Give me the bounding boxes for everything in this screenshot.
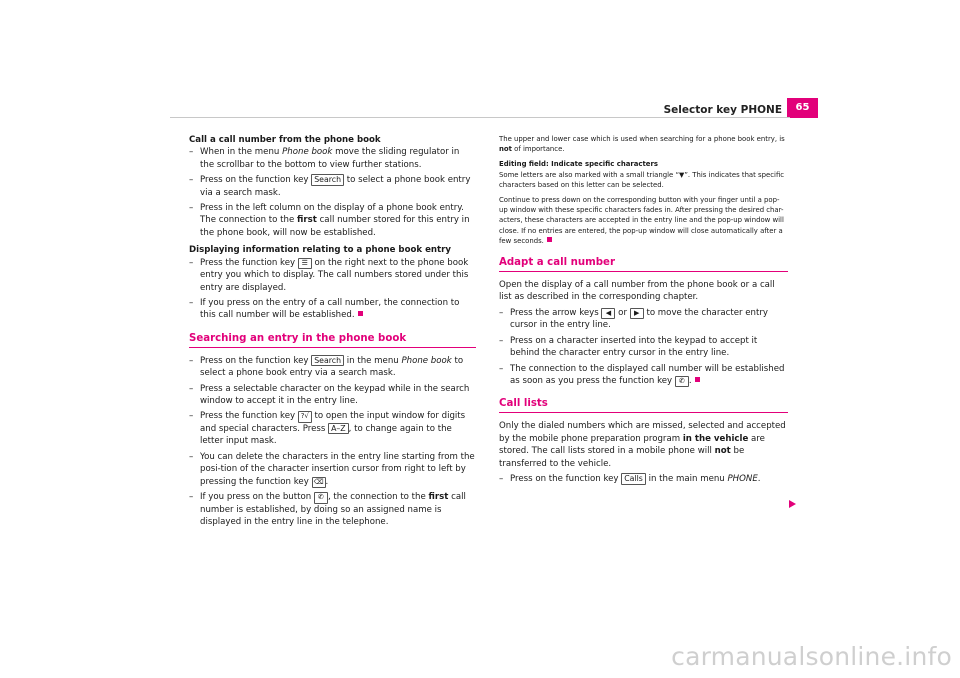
body-text: Only the dialed numbers which are missed, selected and accepted by the mobile phone preparation program	[499, 421, 786, 444]
body-text: be transferred to the vehicle.	[499, 446, 745, 469]
step-text: .	[757, 474, 761, 485]
step-adapt-3	[499, 363, 788, 388]
menu-name: Phone book	[282, 147, 333, 158]
triangle-icon: ▼	[679, 170, 685, 179]
step-text: in the main menu	[645, 474, 728, 485]
step-text: call number stored for this entry in the phone book, will now be established.	[200, 215, 470, 238]
header-title: Selector key PHONE	[663, 104, 782, 116]
end-mark-icon	[358, 311, 363, 316]
subheading-edit-field: Editing field: Indicate specific characters	[499, 160, 658, 169]
right-column	[499, 134, 788, 489]
step-text: in the menu	[344, 355, 402, 366]
section-title-searching: Searching an entry in the phone book	[189, 332, 407, 344]
a-z-key: A–Z	[328, 423, 349, 435]
emphasis: not	[499, 145, 512, 154]
handset-key-icon: ✆	[314, 492, 328, 504]
section-searching	[189, 332, 476, 348]
arrow-left-key-icon: ◀	[601, 308, 615, 320]
subheading-call-from-book: Call a call number from the phone book	[189, 135, 381, 145]
step-text: Press on a character inserted into the keypad to accept it behind the character entry cursor in the entry line.	[510, 335, 758, 359]
step-search-5	[189, 491, 476, 528]
step-search-4	[189, 451, 476, 488]
case-note	[499, 134, 788, 154]
watermark: carmanualsonline.info	[671, 642, 952, 671]
step-call-lists-1	[499, 473, 788, 485]
menu-name: Phone book	[401, 355, 452, 366]
step-text: Press on the function key	[200, 175, 312, 186]
end-mark-icon	[547, 237, 552, 242]
step-text: Press the arrow keys	[510, 307, 602, 318]
step-text: on the right next to the phone book entry you which to display. The call numbers stored under this entry are displayed.	[200, 257, 469, 293]
section-adapt	[499, 256, 788, 272]
note-text: Some letters are also marked with a small triangle “	[499, 170, 680, 179]
step-search-1	[189, 355, 476, 380]
dash: –	[189, 383, 194, 394]
dash: –	[189, 175, 194, 186]
search-key: Search	[311, 355, 344, 367]
step-text: Press the function key	[200, 257, 298, 268]
emphasis: first	[297, 215, 317, 226]
step-text: You can delete the characters in the entry line starting from the posi-tion of the character insertion cursor from right to left by pressing the function key	[200, 451, 475, 487]
digits-key-icon: ?√	[298, 411, 312, 423]
step-call-2	[189, 174, 476, 199]
step-adapt-2	[499, 335, 788, 360]
step-text: .	[325, 476, 329, 487]
page-number: 65	[787, 98, 818, 118]
adapt-intro: Open the display of a call number from the phone book or a call list as described in the corresponding chapter.	[499, 280, 775, 303]
note-text: The upper and lower case which is used when searching for a phone book entry, is	[499, 135, 785, 143]
step-text: If you press on the button	[200, 492, 314, 503]
dash: –	[189, 257, 194, 268]
step-text: Press a selectable character on the keypad while in the search window to accept it in the entry line.	[200, 383, 470, 406]
step-text: .	[688, 375, 692, 386]
continue-arrow-icon	[789, 500, 796, 508]
step-info-1	[189, 257, 476, 294]
call-lists-paragraph	[499, 420, 788, 470]
arrow-right-key-icon: ▶	[630, 308, 644, 320]
backspace-key-icon: ⌫	[312, 477, 326, 489]
step-call-3	[189, 202, 476, 239]
step-text: If you press on the entry of a call number, the connection to this call number will be established.	[200, 297, 460, 321]
section-rule	[499, 271, 788, 272]
dash: –	[499, 363, 504, 374]
note-text: Continue to press down on the corresponding button with your finger until a pop-up window with these specific characters fades in. After pressing the desired char-acters, these characters are accepted in the entry line and the pop-up window will close. If no entries are entered, the pop-up window will close automatically after a few seconds.	[499, 196, 784, 245]
section-rule	[189, 347, 476, 348]
step-text: to select a phone book entry via a search mask.	[200, 175, 471, 198]
step-text: call number is established, by doing so an assigned name is displayed in the entry line in the telephone.	[200, 492, 466, 527]
step-text: , to change again to the letter input mask.	[200, 423, 452, 447]
emphasis: in the vehicle	[682, 433, 749, 444]
details-key-icon: ☰	[298, 258, 312, 270]
search-key: Search	[311, 174, 344, 186]
step-text: , the connection to the	[327, 492, 429, 503]
left-column	[189, 134, 476, 531]
page-header	[0, 0, 960, 120]
dash: –	[189, 355, 194, 366]
end-mark-icon	[695, 377, 700, 382]
dash: –	[189, 411, 194, 422]
subheading-display-info: Displaying information relating to a phone book entry	[189, 245, 451, 256]
step-search-2	[189, 383, 476, 408]
dash: –	[189, 203, 194, 214]
section-call-lists	[499, 397, 788, 413]
step-text: to open the input window for digits and special characters. Press	[200, 411, 466, 434]
step-call-1	[189, 146, 476, 171]
step-info-2	[189, 297, 476, 322]
header-rule	[170, 117, 790, 118]
step-text: When in the menu	[200, 147, 283, 158]
dash: –	[499, 335, 504, 346]
note-text: ”. This indicates that specific characters based on this letter can be selected.	[499, 170, 785, 189]
emphasis: not	[714, 446, 731, 457]
dash: –	[189, 492, 194, 503]
step-text: to move the character entry cursor in the entry line.	[510, 307, 768, 331]
calls-key: Calls	[621, 473, 646, 485]
step-text: move the sliding regulator in the scrollbar to the bottom to view further stations.	[200, 147, 460, 170]
dash: –	[499, 307, 504, 318]
emphasis: first	[428, 492, 449, 503]
dash: –	[189, 451, 194, 462]
handset-key-icon: ✆	[675, 376, 689, 388]
step-search-3	[189, 410, 476, 447]
note-text: of importance.	[511, 145, 565, 154]
edit-paragraph-1	[499, 170, 788, 190]
section-title-adapt: Adapt a call number	[499, 257, 615, 269]
step-text: Press on the function key	[510, 474, 622, 485]
dash: –	[499, 474, 504, 485]
step-text: The connection to the displayed call number will be established as soon as you press the function key	[510, 363, 785, 386]
dash: –	[189, 297, 194, 308]
section-title-call-lists: Call lists	[499, 398, 548, 410]
step-text: or	[615, 307, 630, 318]
edit-paragraph-2	[499, 195, 788, 246]
section-rule	[499, 412, 788, 413]
step-text: Press in the left column on the display of a phone book entry. The connection to the	[200, 203, 464, 226]
step-text: Press the function key	[200, 411, 298, 422]
step-text: Press on the function key	[200, 355, 312, 366]
body-text: are stored. The call lists stored in a mobile phone will	[499, 433, 765, 457]
menu-name: PHONE	[727, 474, 758, 485]
dash: –	[189, 147, 194, 158]
step-text: to select a phone book entry via a search mask.	[200, 355, 464, 379]
step-adapt-1	[499, 307, 788, 332]
